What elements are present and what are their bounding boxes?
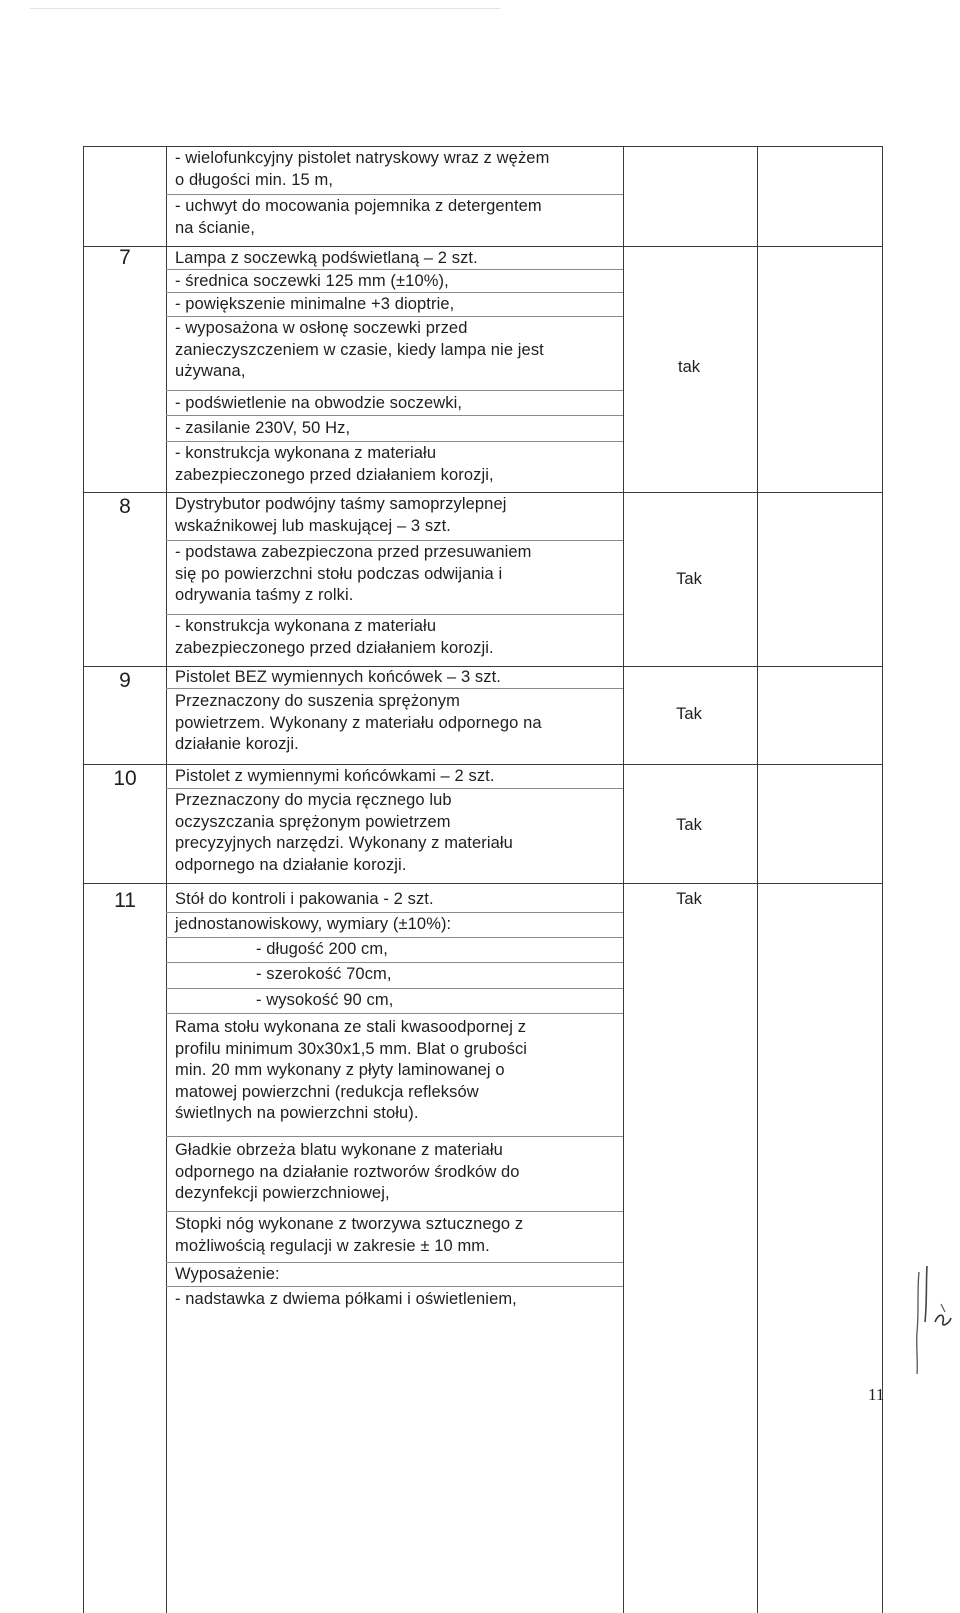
r8-line-1: - podstawa zabezpieczona przed przesuwaniem się po powierzchni stołu podczas odwijania i odrywania taśmy z rolki. [175,543,532,604]
sub-separator [166,194,623,195]
sub-separator [166,1013,623,1014]
r11-line-9: - nadstawka z dwiema półkami i oświetleniem, [175,1290,517,1308]
column-separator-answer [757,146,758,1613]
r7-line-4: - powiększenie minimalne +3 dioptrie, [175,295,455,313]
r7-line-7: - zasilanie 230V, 50 Hz, [175,419,351,437]
r10-line-1: Przeznaczony do mycia ręcznego lub oczyszczania sprężonym powietrzem precyzyjnych narzędzi. Wykonany z materiału odpornego na działanie korozji. [175,791,513,874]
row-number-9: 9 [119,669,131,692]
sub-separator [166,441,623,442]
r11-line-6: Gładkie obrzeża blatu wykonane z materiału odpornego na działanie roztworów środków do dezynfekcji powierzchniowej, [175,1141,520,1202]
answer-11: Tak [676,890,702,908]
sub-separator [166,1211,623,1212]
r7-line-5: - wyposażona w osłonę soczewki przed zanieczyszczeniem w czasie, kiedy lampa nie jest używana, [175,319,544,380]
r7-line-6: - podświetlenie na obwodzie soczewki, [175,394,463,412]
scan-top-edge [30,8,500,9]
r9-line-1: Przeznaczony do suszenia sprężonym powietrzem. Wykonany z materiału odpornego na działanie korozji. [175,692,542,753]
handwritten-signature [905,1262,955,1377]
row-number-7: 7 [119,246,131,269]
table-left-border [83,146,84,1613]
sub-separator [166,540,623,541]
row-number-8: 8 [119,495,131,518]
sub-separator [166,614,623,615]
sub-separator [166,1286,623,1287]
sub-separator [166,962,623,963]
row-separator-8 [83,492,882,493]
row-number-10: 10 [113,767,137,790]
r11-line-5: Rama stołu wykonana ze stali kwasoodpornej z profilu minimum 30x30x1,5 mm. Blat o grubości min. 20 mm wykonany z płyty laminowanej o matowej powierzchni (redukcja refleksów świetlnych na powierzchni stołu). [175,1018,528,1122]
page-number: 11 [868,1385,885,1404]
r9-line-0: Pistolet BEZ wymiennych końcówek – 3 szt. [175,668,501,686]
r7-line-3: - średnica soczewki 125 mm (±10%), [175,272,449,290]
table-top-border [83,146,882,147]
row-number-11: 11 [114,889,136,912]
sub-separator [166,988,623,989]
r11-line-7: Stopki nóg wykonane z tworzywa sztucznego z możliwością regulacji w zakresie ± 10 mm. [175,1215,524,1255]
sub-separator [166,1262,623,1263]
row-separator-10 [83,764,882,765]
row-separator-7 [83,246,882,247]
answer-9: Tak [676,705,702,723]
answer-8: Tak [676,570,702,588]
r11-line-3: - szerokość 70cm, [256,965,392,983]
sub-separator [166,1136,623,1137]
sub-separator [166,937,623,938]
r8-line-0: Dystrybutor podwójny taśmy samoprzylepnej wskaźnikowej lub maskującej – 3 szt. [175,495,507,535]
r11-line-8: Wyposażenie: [175,1265,280,1283]
r11-line-1: jednostanowiskowy, wymiary (±10%): [175,915,452,933]
r8-line-2: - konstrukcja wykonana z materiału zabezpieczonego przed działaniem korozji. [175,617,494,657]
column-separator-number [166,146,167,1613]
sub-separator [166,788,623,789]
sub-separator [166,415,623,416]
r10-line-0: Pistolet z wymiennymi końcówkami – 2 szt. [175,767,495,785]
row-separator-11 [83,883,882,884]
r7-line-1: - uchwyt do mocowania pojemnika z detergentem na ścianie, [175,197,542,237]
answer-7: tak [677,358,700,376]
answer-10: Tak [676,816,702,834]
column-separator-description [623,146,624,1613]
r7-line-8: - konstrukcja wykonana z materiału zabezpieczonego przed działaniem korozji, [175,444,494,484]
r11-line-2: - długość 200 cm, [256,940,388,958]
sub-separator [166,912,623,913]
sub-separator [166,390,623,391]
r11-line-4: - wysokość 90 cm, [256,991,394,1009]
r7-line-0: - wielofunkcyjny pistolet natryskowy wraz z wężem o długości min. 15 m, [175,149,550,189]
r7-line-2: Lampa z soczewką podświetlaną – 2 szt. [175,249,478,267]
sub-separator [166,316,623,317]
r11-line-0: Stół do kontroli i pakowania - 2 szt. [175,890,434,908]
